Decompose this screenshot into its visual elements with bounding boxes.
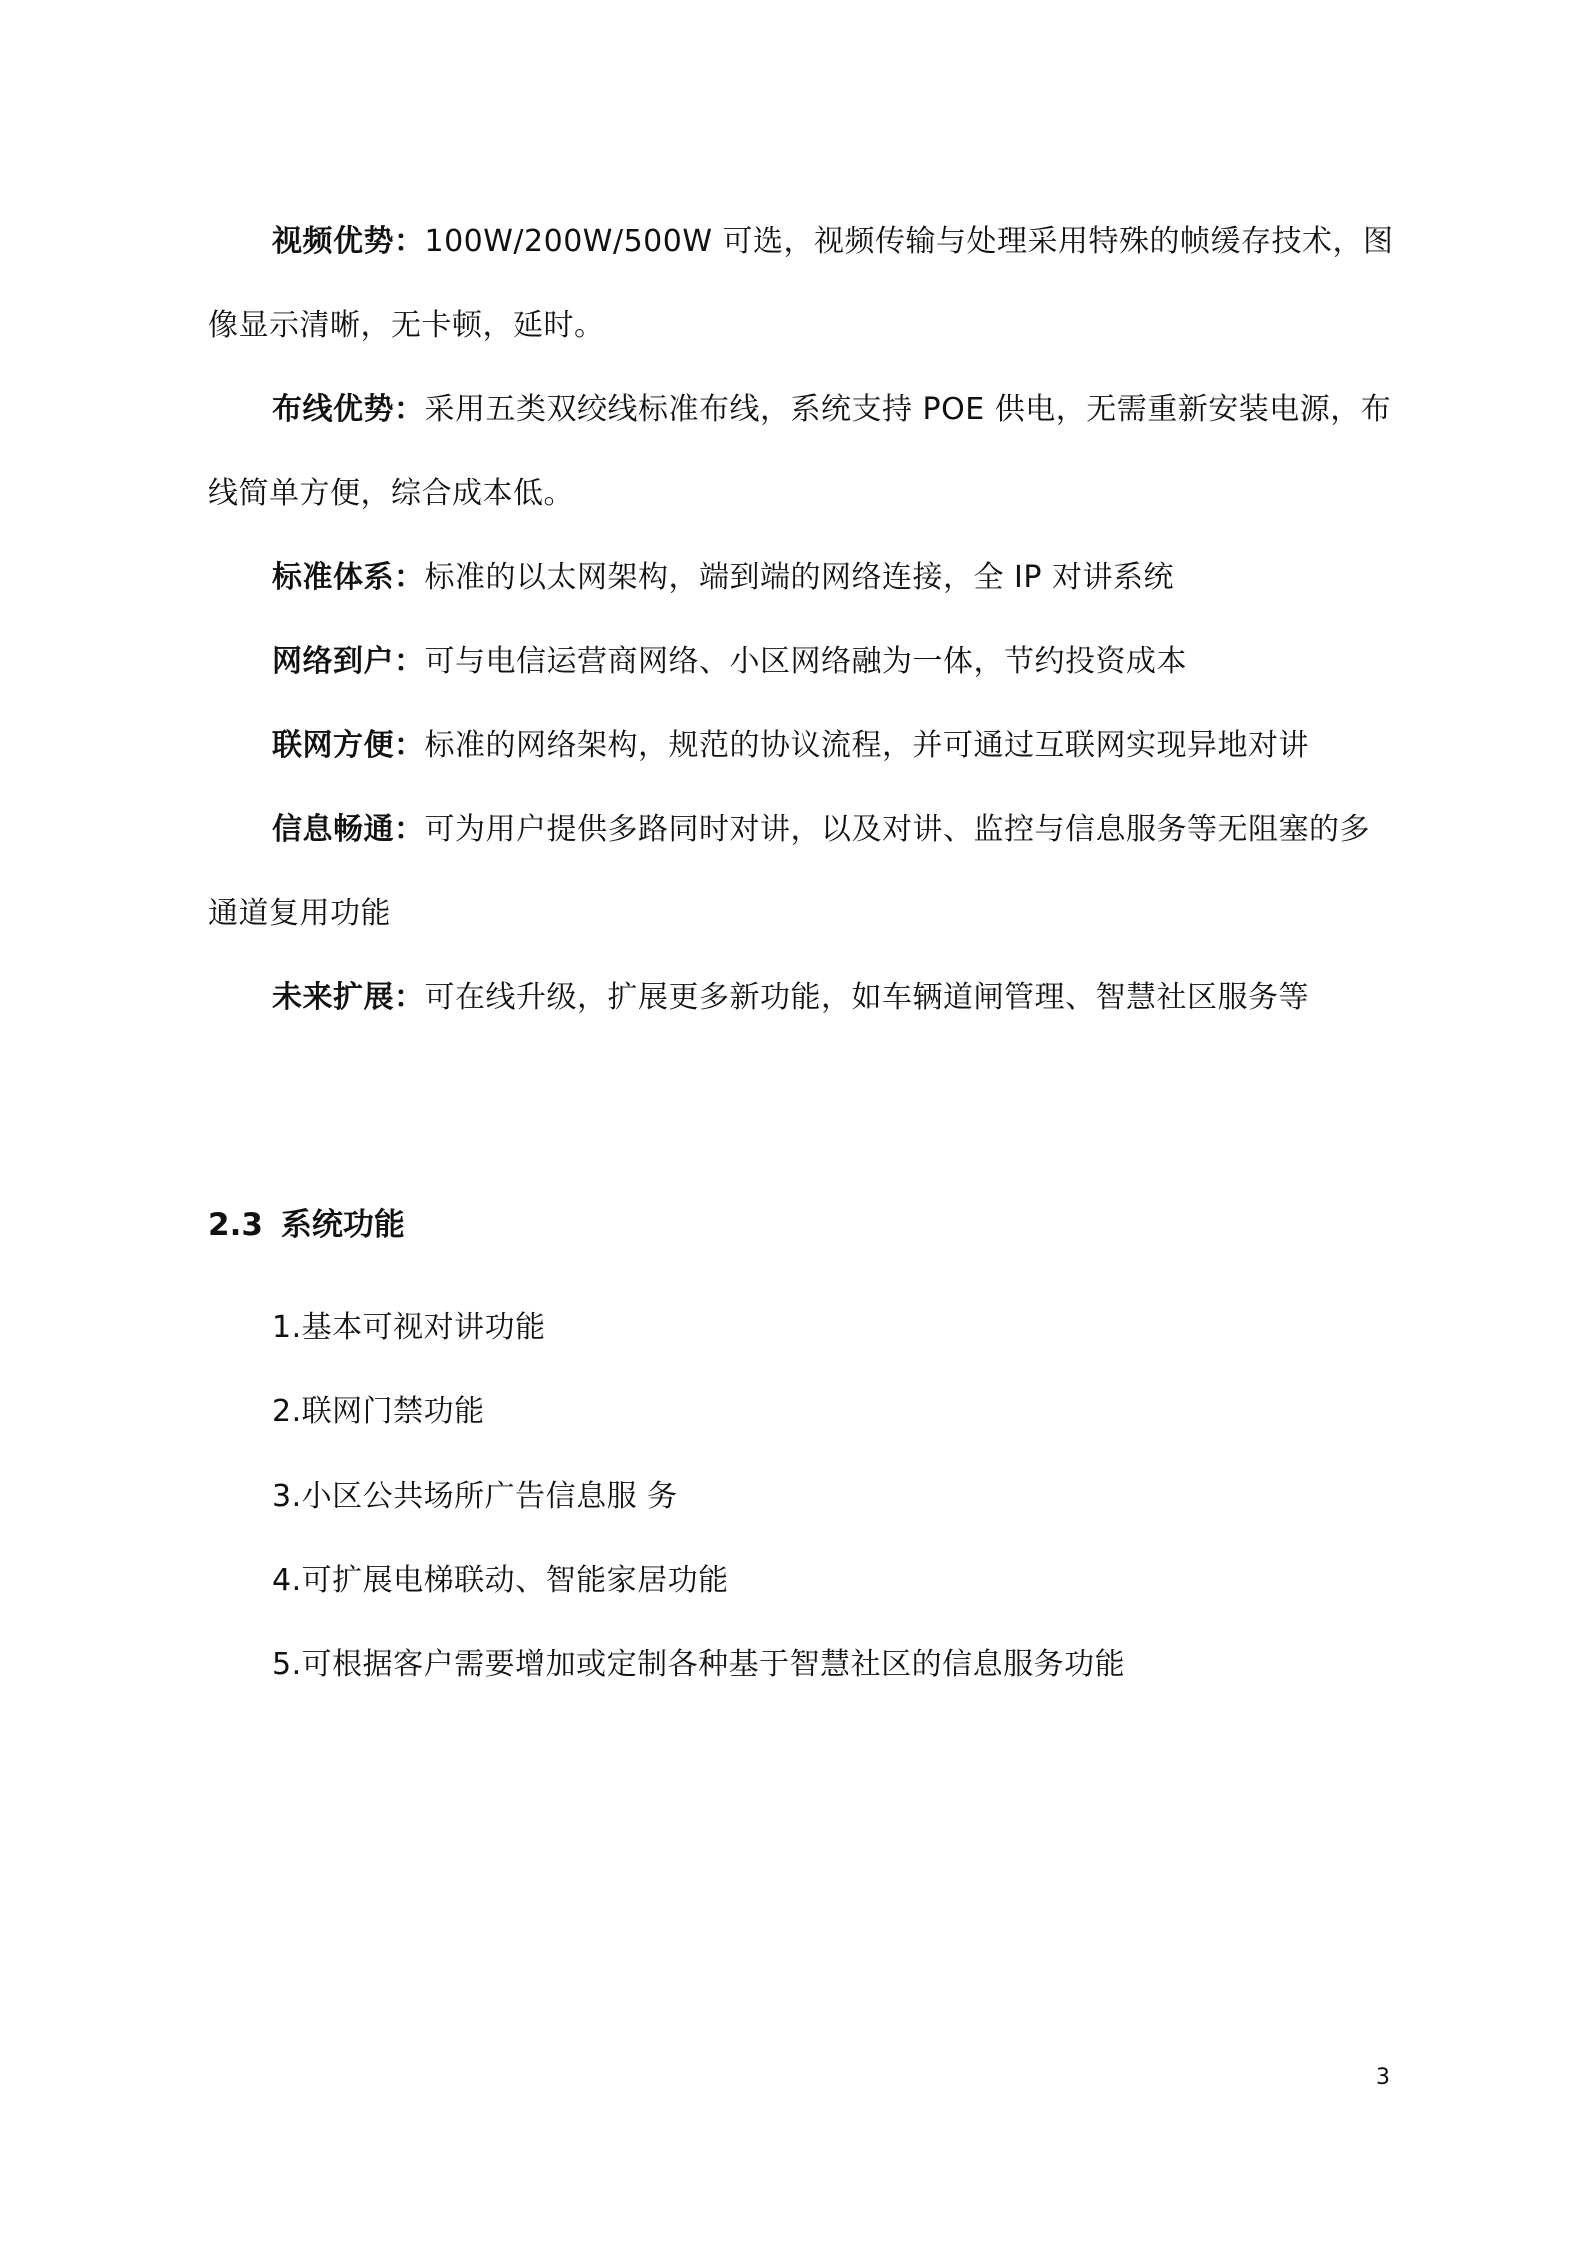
function-item: 3.小区公共场所广告信息服 务 <box>272 1479 678 1514</box>
section-heading <box>208 1205 405 1245</box>
paragraph-future-expansion <box>208 956 1398 1040</box>
paragraph-text: 采用五类双绞线标准布线，系统支持 POE 供电，无需重新安装电源，布线简单方便，综合成本低。 <box>208 392 1392 511</box>
paragraph-text: 标准的网络架构，规范的协议流程，并可通过互联网实现异地对讲 <box>424 728 1309 763</box>
paragraph-label: 信息畅通： <box>272 812 425 847</box>
paragraph-label: 视频优势： <box>272 224 425 259</box>
function-item: 5.可根据客户需要增加或定制各种基于智慧社区的信息服务功能 <box>272 1647 1126 1682</box>
paragraph-text: 100W/200W/500W 可选，视频传输与处理采用特殊的帧缓存技术，图像显示清晰，无卡顿，延时。 <box>208 224 1394 343</box>
function-item: 1.基本可视对讲功能 <box>272 1310 546 1345</box>
paragraph-label: 标准体系： <box>272 560 425 595</box>
section-title: 系统功能 <box>280 1207 405 1243</box>
paragraph-video-advantage <box>208 200 1398 368</box>
paragraph-label: 布线优势： <box>272 392 425 427</box>
paragraph-text: 标准的以太网架构，端到端的网络连接，全 IP 对讲系统 <box>424 560 1175 595</box>
function-item: 4.可扩展电梯联动、智能家居功能 <box>272 1563 729 1598</box>
function-item: 2.联网门禁功能 <box>272 1394 485 1429</box>
paragraph-text: 可与电信运营商网络、小区网络融为一体，节约投资成本 <box>424 644 1187 679</box>
paragraph-text: 可在线升级，扩展更多新功能，如车辆道闸管理、智慧社区服务等 <box>424 980 1309 1015</box>
section-number: 2.3 <box>208 1207 263 1243</box>
paragraph-network-to-home <box>208 620 1398 704</box>
page-number: 3 <box>1376 2065 1390 2090</box>
paragraph-information-flow <box>208 788 1398 956</box>
paragraph-networking-convenience <box>208 704 1398 788</box>
paragraph-text: 可为用户提供多路同时对讲，以及对讲、监控与信息服务等无阻塞的多通道复用功能 <box>208 812 1370 931</box>
paragraph-standard-system <box>208 536 1398 620</box>
paragraph-label: 网络到户： <box>272 644 425 679</box>
paragraph-label: 联网方便： <box>272 728 425 763</box>
paragraph-wiring-advantage <box>208 368 1398 536</box>
paragraph-label: 未来扩展： <box>272 980 425 1015</box>
